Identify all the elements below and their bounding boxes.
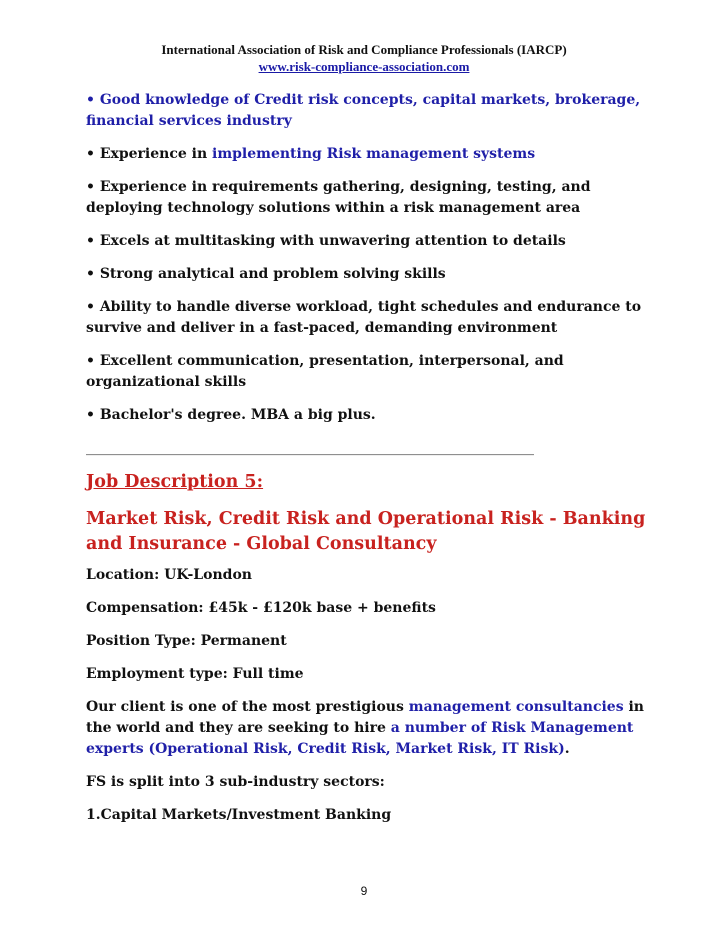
sectors-intro: FS is split into 3 sub-industry sectors: (86, 774, 385, 790)
bullet-analytical-skills: • Strong analytical and problem solving skills (86, 266, 446, 282)
bullet-risk-systems-experience (86, 144, 646, 165)
bullet-requirements-experience: • Experience in requirements gathering, designing, testing, and deploying technology solutions within a risk management area (86, 179, 591, 216)
bullet-credit-risk-knowledge: • Good knowledge of Credit risk concepts, capital markets, brokerage, financial services industry (86, 92, 641, 129)
bullet-text: • Experience in (86, 146, 212, 162)
management-consultancies-link[interactable]: management consultancies (408, 699, 624, 715)
section-divider: ________________________________________________________________ (86, 440, 534, 456)
risk-experts-link[interactable]: a number of Risk Management experts (Operational Risk, Credit Risk, Market Risk, IT Risk) (86, 720, 634, 757)
desc-text: in the world and they are seeking to hire (86, 699, 644, 736)
bullet-workload: • Ability to handle diverse workload, tight schedules and endurance to survive and deliver in a fast-paced, demanding environment (86, 299, 642, 336)
page-number: 9 (360, 884, 368, 898)
job-compensation: Compensation: £45k - £120k base + benefits (86, 600, 436, 616)
desc-text: . (564, 741, 570, 757)
job-employment-type: Employment type: Full time (86, 666, 304, 682)
risk-systems-link[interactable]: implementing Risk management systems (212, 146, 536, 162)
association-website-link[interactable]: www.risk-compliance-association.com (258, 59, 470, 74)
job-description-heading: Job Description 5: (86, 472, 264, 492)
sector-item: 1.Capital Markets/Investment Banking (86, 807, 392, 823)
bullet-communication: • Excellent communication, presentation, interpersonal, and organizational skills (86, 353, 564, 390)
bullet-education: • Bachelor's degree. MBA a big plus. (86, 407, 376, 423)
desc-text: Our client is one of the most prestigious (86, 699, 409, 715)
bullet-multitasking: • Excels at multitasking with unwavering attention to details (86, 233, 566, 249)
document-header-title: International Association of Risk and Compliance Professionals (IARCP) (161, 42, 567, 57)
job-position-type: Position Type: Permanent (86, 633, 287, 649)
job-title: Market Risk, Credit Risk and Operational Risk - Banking and Insurance - Global Consultancy (86, 509, 646, 554)
page-body (86, 90, 646, 838)
job-description-paragraph (86, 697, 646, 760)
job-location: Location: UK-London (86, 567, 252, 583)
